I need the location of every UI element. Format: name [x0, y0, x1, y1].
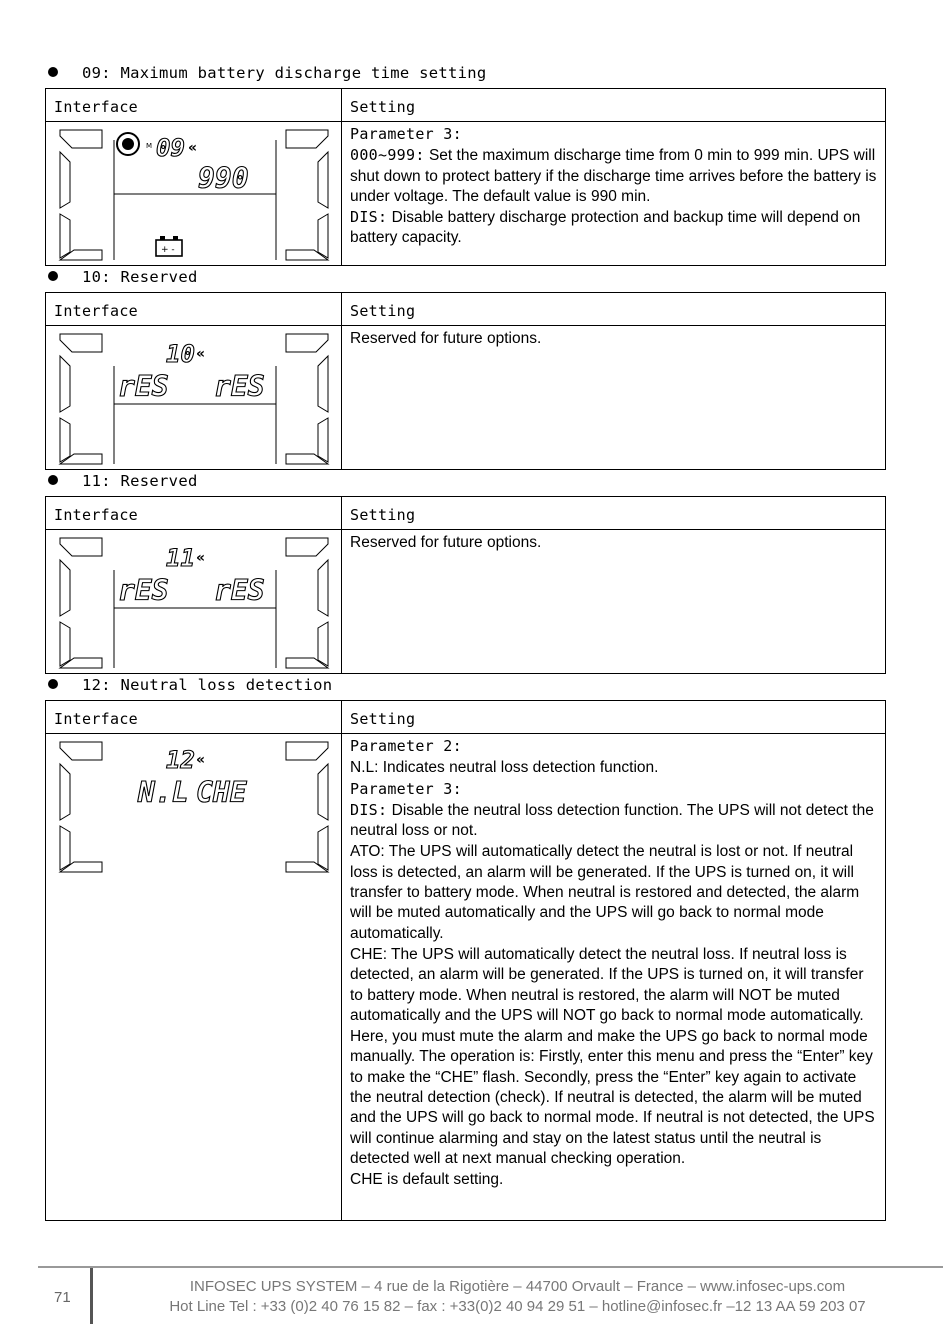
- settings-table: [45, 700, 886, 1221]
- svg-text:«: «: [196, 752, 206, 768]
- lcd-line2: rES: [214, 574, 265, 607]
- setting-description: Parameter 3: 000~999: Set the maximum discharge time from 0 min to 999 min. UPS will shut down to protect battery if the discharge time arrives before the battery is under voltage. The default value is 990 min. DIS: Disable battery discharge protection and backup time will depend on battery capacity.: [342, 122, 886, 266]
- header-interface: Interface: [46, 497, 342, 530]
- footer-hotline: Hot Line Tel : +33 (0)2 40 76 15 82 – fax : +33(0)2 40 94 29 51 – hotline@infosec.fr –12 13 AA 59 203 07: [169, 1298, 866, 1315]
- bullet-icon: [48, 67, 58, 77]
- lcd-code: 09: [156, 134, 185, 162]
- setting-description: Reserved for future options.: [342, 326, 886, 470]
- lcd-line1: rES: [118, 370, 169, 403]
- footer-divider: [38, 1266, 943, 1268]
- lcd-cell: [46, 734, 342, 1221]
- settings-table: [45, 88, 886, 266]
- header-setting: Setting: [342, 293, 886, 326]
- lcd-display: [46, 122, 342, 265]
- lcd-cell: [46, 326, 342, 470]
- svg-text:«: «: [196, 346, 206, 362]
- section-heading: 10: Reserved: [48, 268, 198, 286]
- lcd-line2: rES: [214, 370, 265, 403]
- lcd-cell: [46, 122, 342, 266]
- footer-vertical-divider: [90, 1268, 93, 1324]
- svg-text:«: «: [196, 550, 206, 566]
- lcd-line1: N.L: [138, 776, 189, 809]
- lcd-code: 10: [166, 340, 195, 368]
- clock-icon: [117, 133, 152, 155]
- lcd-cell: [46, 530, 342, 674]
- section-heading: 12: Neutral loss detection: [48, 676, 332, 694]
- svg-text:+ -: + -: [161, 245, 175, 255]
- bullet-icon: [48, 679, 58, 689]
- footer-address: INFOSEC UPS SYSTEM – 4 rue de la Rigotière – 44700 Orvault – France – www.infosec-ups.com: [189, 1278, 846, 1295]
- lcd-line2: CHE: [196, 776, 247, 809]
- page-number: 71: [54, 1289, 71, 1306]
- header-setting: Setting: [342, 89, 886, 122]
- setting-description: Reserved for future options.: [342, 530, 886, 674]
- lcd-display: [46, 530, 342, 673]
- bullet-icon: [48, 475, 58, 485]
- settings-table: [45, 292, 886, 470]
- footer-contact: [100, 1277, 935, 1317]
- lcd-display: [46, 326, 342, 469]
- setting-description: Parameter 2: N.L: Indicates neutral loss detection function. Parameter 3: DIS: Disable the neutral loss detection function. The UPS will not detect the neutral loss or not. ATO: The UPS will automatically detect the neutral is lost or not. If neutral loss is detected, an alarm will be generated. If the UPS is turned on, it will transfer to battery mode. When neutral is restored and detected, the alarm will be muted automatically and the UPS will go back to normal mode automatically. CHE: The UPS will automatically detect the neutral loss. If neutral loss is detected, an alarm will be generated. If the UPS is turned on, it will transfer to battery mode. When neutral is restored, the alarm will NOT be muted automatically and the UPS will NOT go back to normal mode automatically. Here, you must mute the alarm and make the UPS go back to normal mode manually. The operation is: Firstly, enter this menu and press the “Enter” key to make the “CHE” flash. Secondly, press the “Enter” key again to activate the neutral detection (check). If neutral is detected, the alarm will be muted and the UPS will go back to normal mode. If neutral is not detected, the UPS will continue alarming and stay on the latest status until the neutral is detected well at next manual checking operation. CHE is default setting.: [342, 734, 886, 1221]
- header-interface: Interface: [46, 89, 342, 122]
- section-heading: 11: Reserved: [48, 472, 198, 490]
- svg-text:«: «: [188, 140, 198, 156]
- lcd-code: 11: [166, 544, 195, 572]
- lcd-code: 12: [166, 746, 195, 774]
- header-interface: Interface: [46, 701, 342, 734]
- lcd-line1: 990: [198, 162, 249, 195]
- section-heading: 09: Maximum battery discharge time setting: [48, 64, 487, 82]
- header-interface: Interface: [46, 293, 342, 326]
- header-setting: Setting: [342, 701, 886, 734]
- lcd-line1: rES: [118, 574, 169, 607]
- bullet-icon: [48, 271, 58, 281]
- svg-text:M: M: [146, 142, 153, 150]
- settings-table: [45, 496, 886, 674]
- header-setting: Setting: [342, 497, 886, 530]
- battery-icon: [156, 236, 182, 256]
- lcd-display: [46, 734, 342, 877]
